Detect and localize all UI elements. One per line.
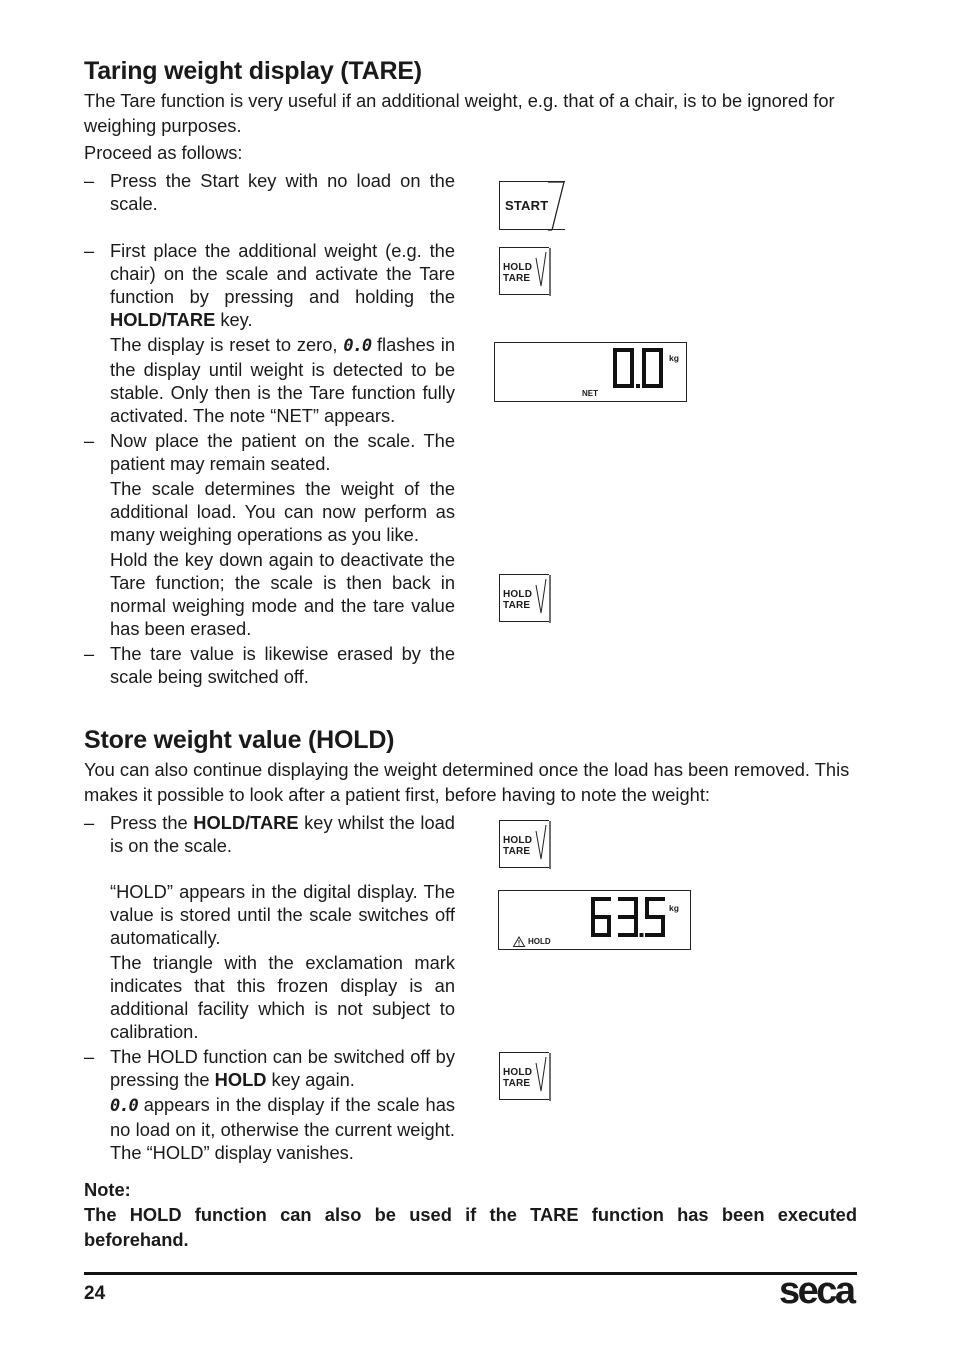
lcd-segment xyxy=(607,917,611,937)
list-item-paragraph: The triangle with the exclamation mark indicates that this frozen display is an additional facility which is not subject to calibration. xyxy=(110,952,455,1042)
list-item: – Press the HOLD/TARE key whilst the load is on the scale. xyxy=(84,812,455,856)
hold-weight-display xyxy=(498,890,691,950)
start-key-label: START xyxy=(505,198,549,213)
lcd-segment xyxy=(659,368,663,388)
zero-display-glyph: 0.0 xyxy=(110,1096,138,1116)
list-item-paragraph: 0.0 appears in the display if the scale has no load on it, otherwise the current weight. The “HOLD” display vanishes. xyxy=(110,1094,455,1163)
hold-tare-key-label: HOLD TARE xyxy=(503,1067,533,1089)
hold-tare-key-label: HOLD TARE xyxy=(503,589,533,611)
start-key xyxy=(499,181,565,230)
hold-steps xyxy=(84,811,455,1164)
hold-tare-key-label: HOLD TARE xyxy=(503,835,533,857)
net-indicator: NET xyxy=(582,389,598,398)
lcd-decimal-point xyxy=(640,933,644,937)
hold-tare-key xyxy=(499,820,549,868)
lcd-segment xyxy=(645,897,649,917)
list-item: – Press the Start key with no load on the scale. xyxy=(84,170,455,214)
hold-indicator: HOLD xyxy=(528,937,551,946)
footer-rule xyxy=(84,1272,857,1275)
lcd-decimal-point xyxy=(636,384,640,388)
zero-display-glyph: 0.0 xyxy=(343,336,372,356)
hold-section-title: Store weight value (HOLD) xyxy=(84,726,395,754)
list-item-paragraph: The display is reset to zero, 0.0 flashes in the display until weight is detected to be stable. Only then is the Tare function fully activated. The note “NET” appears. xyxy=(110,334,455,426)
net-weight-display xyxy=(494,342,687,402)
lcd-segment xyxy=(613,348,617,368)
lcd-segment xyxy=(659,348,663,368)
lcd-segment xyxy=(642,348,646,368)
note-text: The HOLD function can also be used if the TARE function has been executed beforehand. xyxy=(84,1204,857,1250)
lcd-segment xyxy=(613,368,617,388)
brand-logo: seca xyxy=(779,1270,854,1312)
hold-tare-key xyxy=(499,1052,549,1100)
hold-tare-key xyxy=(499,247,549,295)
tare-proceed: Proceed as follows: xyxy=(84,142,243,163)
lcd-segment xyxy=(634,917,638,937)
list-item-paragraph: The scale determines the weight of the additional load. You can now perform as many weighing operations as you like. xyxy=(110,478,455,545)
lcd-segment xyxy=(634,897,638,917)
list-item: – The HOLD function can be switched off by pressing the HOLD key again. xyxy=(84,1046,455,1090)
tare-section-title: Taring weight display (TARE) xyxy=(84,57,422,85)
hold-intro: You can also continue displaying the weight determined once the load has been removed. This makes it possible to look after a patient first, before having to note the weight: xyxy=(84,759,850,805)
list-item: – First place the additional weight (e.g. the chair) on the scale and activate the Tare function by pressing and holding the HOLD/TARE key. xyxy=(84,240,455,330)
list-item: – The tare value is likewise erased by the scale being switched off. xyxy=(84,643,455,687)
tare-intro: The Tare function is very useful if an additional weight, e.g. that of a chair, is to be ignored for weighing purposes. xyxy=(84,90,835,136)
warning-triangle-icon xyxy=(513,936,527,948)
lcd-segment xyxy=(630,348,634,368)
hold-tare-key xyxy=(499,574,549,622)
tare-steps xyxy=(84,169,455,688)
list-item: – Now place the patient on the scale. The patient may remain seated. xyxy=(84,430,455,474)
lcd-segment xyxy=(591,897,595,917)
hold-weight-unit: kg xyxy=(669,903,679,913)
lcd-segment xyxy=(661,917,665,937)
lcd-segment xyxy=(591,917,595,937)
list-item-paragraph: “HOLD” appears in the digital display. The value is stored until the scale switches off automatically. xyxy=(110,881,455,948)
page-number: 24 xyxy=(84,1283,106,1304)
hold-tare-key-label: HOLD TARE xyxy=(503,262,533,284)
note-heading: Note: xyxy=(84,1179,131,1200)
list-item-paragraph: Hold the key down again to deactivate the Tare function; the scale is then back in normal weighing mode and the tare value has been erased. xyxy=(110,549,455,639)
net-weight-unit: kg xyxy=(669,353,679,363)
lcd-segment xyxy=(630,368,634,388)
lcd-segment xyxy=(642,368,646,388)
